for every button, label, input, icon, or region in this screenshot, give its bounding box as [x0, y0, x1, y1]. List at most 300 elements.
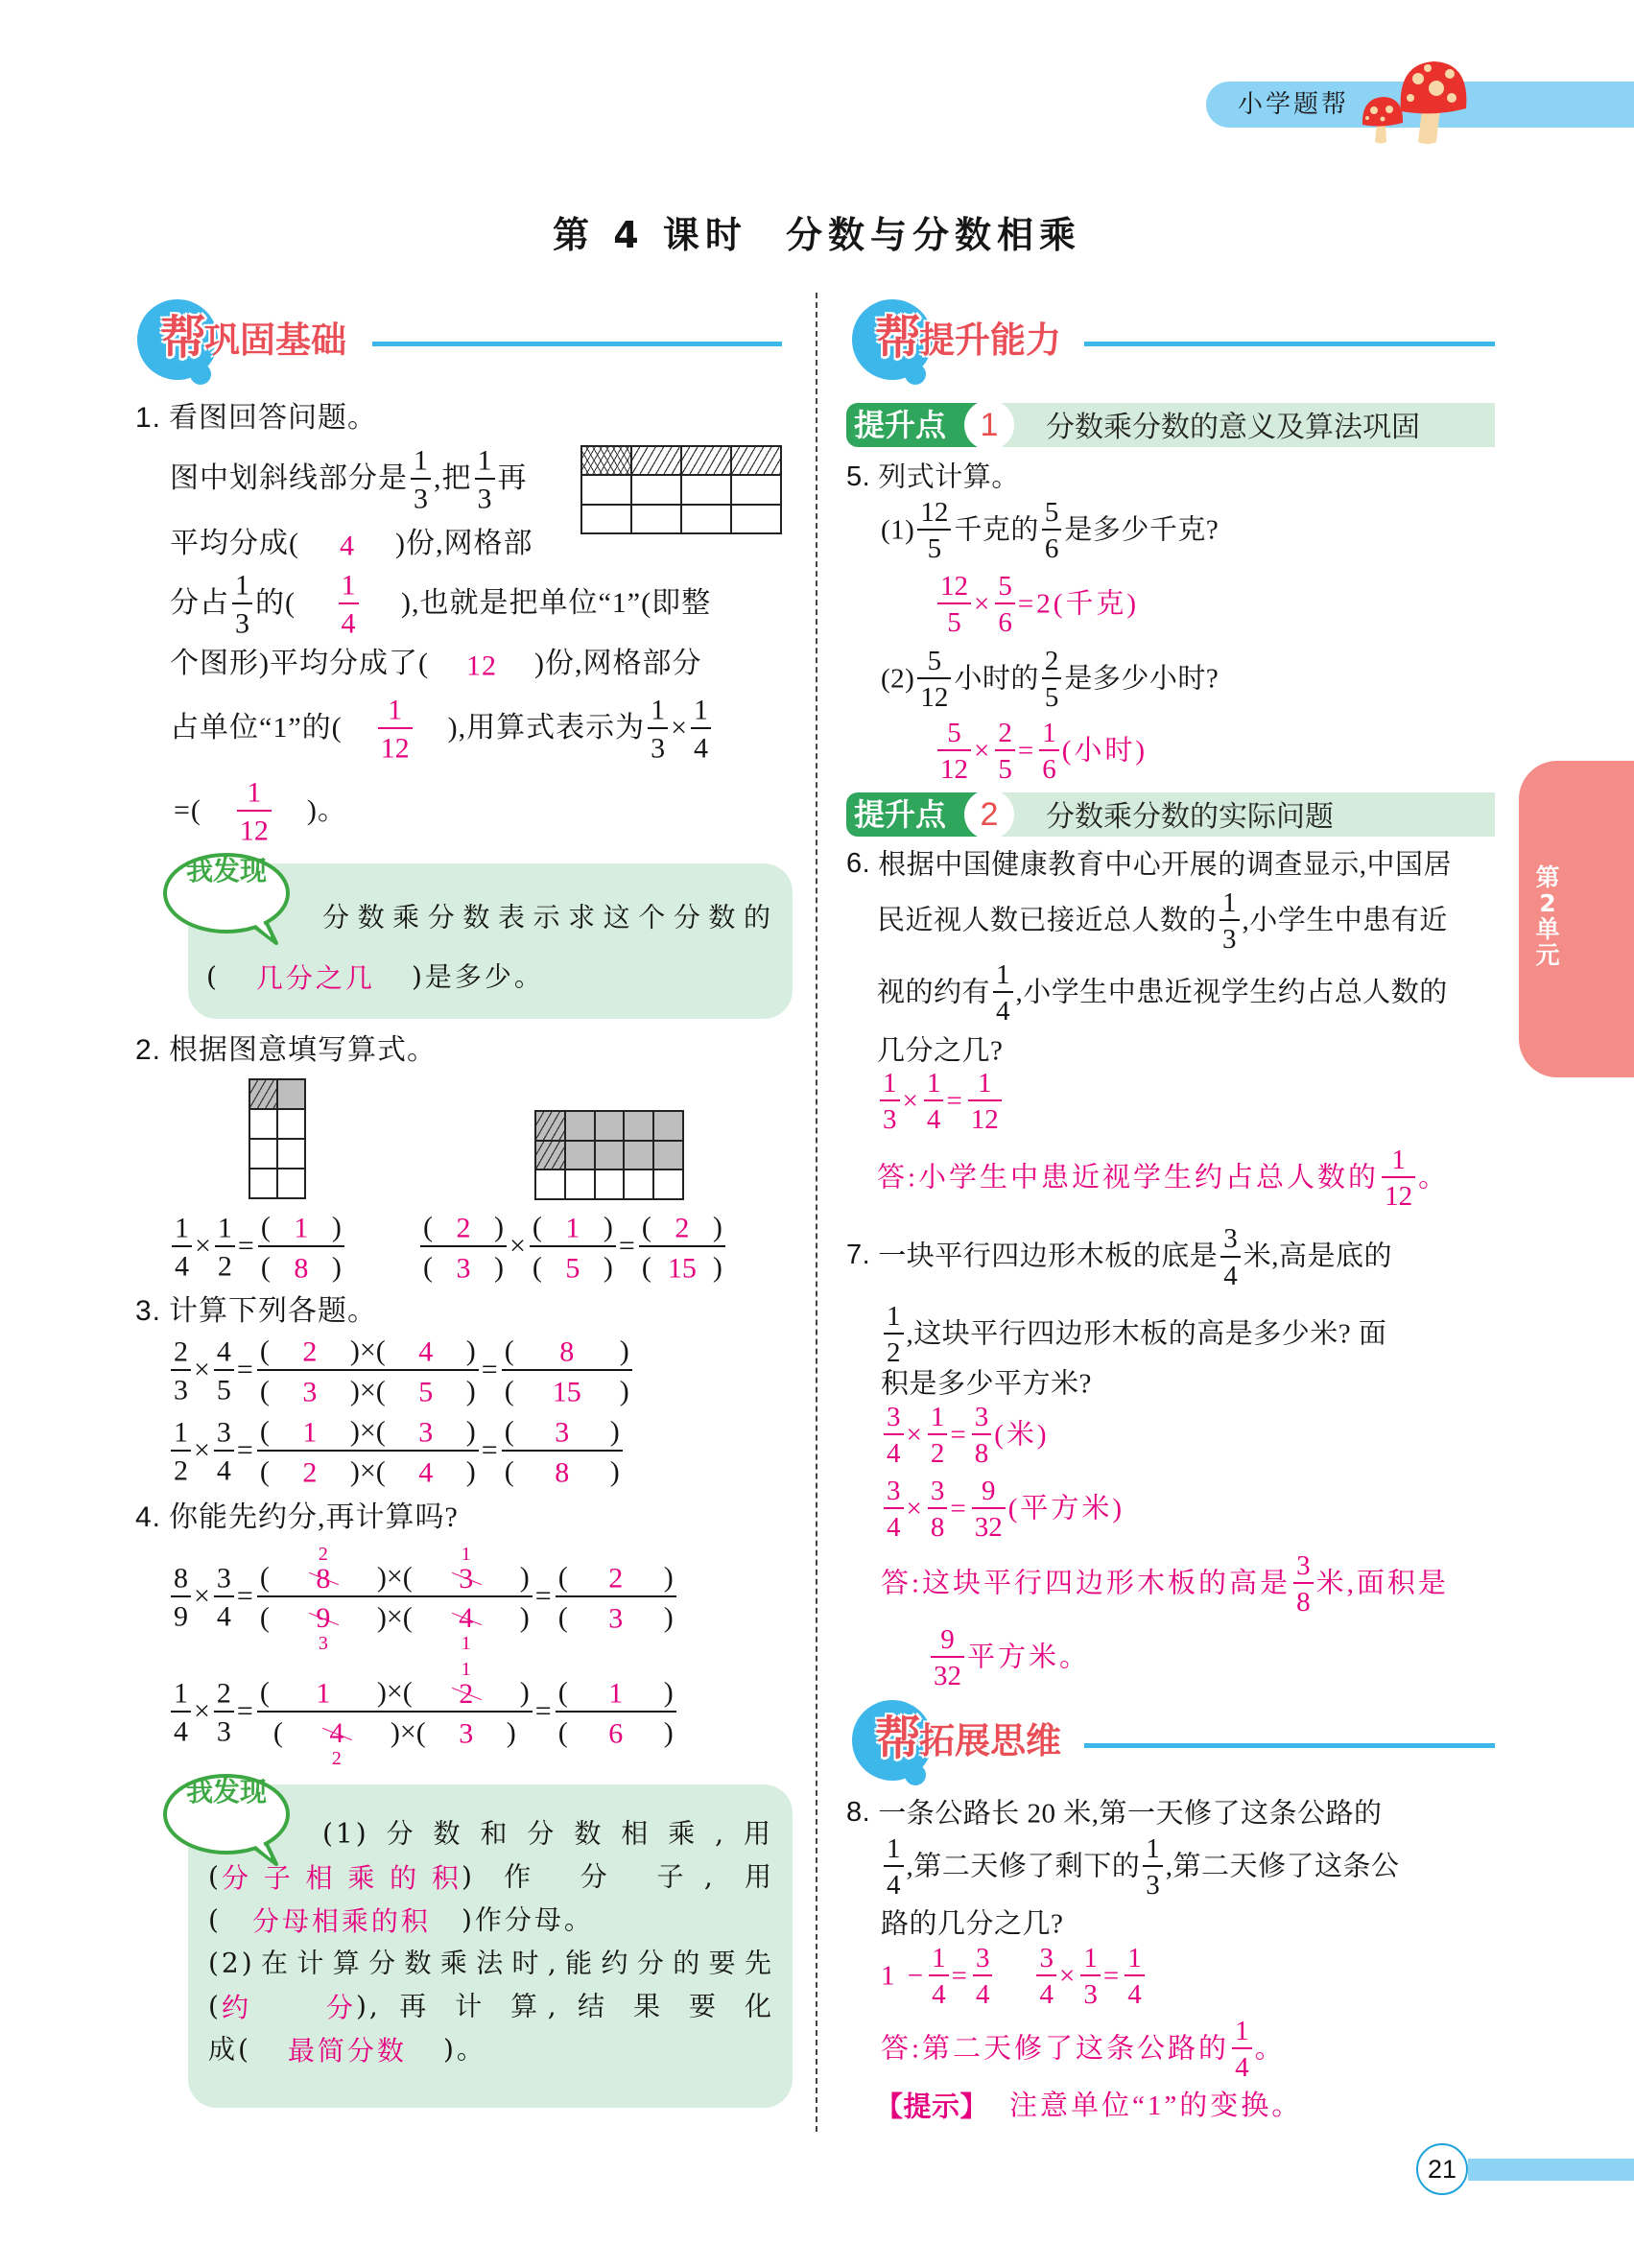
text-run: 。 — [1254, 2033, 1286, 2065]
reduced-number: 3 — [318, 1632, 328, 1654]
q7-line-1 — [846, 1215, 1392, 1291]
text-run: 答:这块平行四边形木板的高是 — [881, 1568, 1291, 1599]
text-run: 5 — [947, 717, 961, 748]
paren: ( — [375, 1335, 386, 1367]
question-number: 6. — [846, 848, 871, 880]
text-run: ( — [208, 1860, 222, 1893]
numerator — [917, 645, 951, 680]
text-run: 分子相乘的积 — [221, 1862, 462, 1895]
fraction — [1080, 1942, 1101, 2010]
text-run: 8 — [974, 1438, 989, 1470]
numerator — [214, 1335, 234, 1371]
section-badge: 帮 — [160, 311, 207, 365]
fraction — [691, 693, 711, 764]
q4-equation-2 — [168, 1658, 679, 1769]
focus-point-tab: 提升点 — [846, 792, 981, 837]
text-run: (1) — [881, 514, 915, 546]
text-run: 12 — [940, 570, 968, 602]
text-run: 2 — [998, 717, 1012, 748]
text-run: 1 — [565, 1212, 580, 1244]
answer-blank — [642, 1210, 722, 1243]
denominator — [171, 1371, 191, 1406]
fraction — [1042, 496, 1062, 564]
text-run: 3 — [887, 1401, 901, 1432]
question-number: 5. — [846, 461, 871, 493]
answer-blank — [261, 1210, 342, 1243]
text-run: 几分之几 — [255, 962, 375, 995]
numerator — [530, 1209, 616, 1247]
numerator — [884, 1300, 904, 1335]
text-run: 米,面积是 — [1315, 1568, 1449, 1599]
fraction — [1143, 1832, 1163, 1901]
text-run: 民近视人数已接近总人数的 — [877, 905, 1218, 936]
focus-point-number: 1 — [964, 400, 1014, 450]
text-run: = — [946, 1085, 965, 1117]
denominator — [924, 1101, 944, 1135]
paren: ) — [349, 1455, 360, 1488]
numerator — [1036, 1942, 1056, 1977]
fraction — [171, 1415, 191, 1486]
text-run: 1 — [1083, 1942, 1098, 1973]
answer-value — [270, 1676, 377, 1709]
text-run: = — [1102, 1960, 1123, 1992]
text-run: 3 — [555, 1416, 570, 1449]
text-run: 5 — [927, 533, 942, 565]
numerator — [972, 1475, 1006, 1510]
section-title: 拓展思维 — [919, 1720, 1061, 1761]
answer-blank — [558, 1675, 674, 1709]
denominator — [420, 1247, 507, 1284]
paren: ) — [609, 1415, 620, 1448]
text-run: 平方米。 — [967, 1642, 1091, 1673]
answer-value — [514, 1415, 610, 1448]
grid-cell — [624, 1141, 653, 1170]
text-run: 3 — [975, 1942, 990, 1973]
fraction — [937, 570, 971, 638]
denominator — [502, 1452, 623, 1488]
text-run: = — [481, 1354, 499, 1386]
paren: ) — [331, 1211, 342, 1243]
answer-blank — [259, 1600, 387, 1654]
text-run: 3 — [216, 1416, 231, 1449]
grid-cell — [731, 475, 781, 504]
answer-value — [413, 1658, 520, 1710]
cancelled-number: 4 1 — [459, 1602, 474, 1654]
paren: ( — [375, 1415, 386, 1448]
answer-blank — [416, 1715, 516, 1749]
numerator — [378, 693, 413, 729]
question-text — [878, 847, 1452, 881]
text-run: 4 — [694, 732, 709, 765]
text-run: = — [236, 1580, 254, 1613]
text-run: )是多少。 — [411, 960, 544, 993]
text-run: × — [359, 1454, 376, 1487]
numerator — [214, 1676, 234, 1713]
section-rule — [372, 342, 782, 346]
text-run: 12 — [940, 754, 968, 786]
text-run: 图中划斜线部分是 — [170, 462, 408, 495]
text-run: 3 — [1039, 1942, 1054, 1973]
grid-cell — [277, 1079, 305, 1109]
text-run: × — [509, 1230, 527, 1263]
question-text: 看图回答问题。 — [169, 402, 378, 435]
answer-value — [270, 1601, 377, 1654]
text-run: )份,网格部 — [395, 528, 533, 560]
grid-cell — [624, 1111, 653, 1141]
q1-line-6 — [174, 770, 347, 847]
denominator — [691, 729, 711, 764]
text-run: 5 — [927, 645, 942, 676]
fraction — [378, 693, 413, 764]
denominator — [1042, 531, 1062, 564]
answer-value — [270, 1415, 350, 1448]
denominator — [257, 1597, 533, 1654]
numerator — [237, 775, 272, 812]
lesson-title — [0, 209, 1634, 261]
q6-answer-equation — [877, 1060, 1005, 1137]
numerator — [420, 1209, 507, 1247]
text-run: 4 — [1223, 1260, 1238, 1291]
answer-blank — [376, 1334, 476, 1367]
numerator — [884, 1475, 904, 1510]
q1-line-5 — [170, 688, 714, 765]
answer-value — [426, 1716, 507, 1749]
numerator — [993, 958, 1013, 994]
text-run: 3 — [414, 483, 428, 515]
text-run: 3 — [1296, 1549, 1311, 1581]
text-run: 3 — [608, 1602, 624, 1635]
q7-answer-statement-2 — [928, 1617, 1090, 1693]
unit-tab — [1519, 761, 1634, 1077]
grid-cell — [681, 446, 731, 475]
answer-value — [251, 2035, 443, 2065]
hint-text: 注意单位“1”的变换。 — [1009, 2091, 1303, 2122]
answer-value — [271, 1211, 332, 1243]
numerator — [1042, 496, 1062, 532]
text-run: 1 — [1391, 1144, 1406, 1175]
paren: ( — [260, 1211, 271, 1243]
answer-value — [270, 1543, 377, 1595]
numerator — [258, 1209, 344, 1247]
text-run: × — [399, 1715, 416, 1748]
question-text: 根据图意填写算式。 — [169, 1034, 438, 1067]
numerator — [1125, 1942, 1145, 1977]
text-run: × — [902, 1085, 921, 1117]
lesson-number: 第 4 课时 — [553, 214, 747, 256]
answer-value — [386, 1375, 466, 1407]
q2-title — [135, 1010, 437, 1087]
fraction — [556, 1674, 676, 1748]
paren: ( — [259, 1415, 270, 1448]
text-run: 3 — [216, 1562, 231, 1595]
numerator — [171, 1561, 191, 1597]
numerator — [257, 1543, 533, 1597]
text-run: 3 — [1223, 1223, 1238, 1255]
text-run: × — [671, 712, 689, 744]
fraction — [171, 1676, 191, 1747]
answer-blank — [260, 1414, 360, 1448]
answer-blank — [402, 1543, 530, 1595]
fraction — [1220, 886, 1240, 955]
answer-blank — [429, 648, 534, 681]
answer-blank — [376, 1414, 476, 1448]
text-run: 4 — [887, 1438, 901, 1470]
text-run: 4 — [975, 1979, 990, 2011]
fraction — [973, 1942, 993, 2010]
numerator — [556, 1559, 676, 1597]
text-run: 3 — [174, 1374, 188, 1406]
section-rule — [1084, 342, 1495, 346]
numerator — [1080, 1942, 1101, 1977]
numerator — [937, 717, 971, 752]
text-run: 1 — [388, 694, 403, 726]
numerator — [502, 1413, 623, 1452]
paren: ( — [402, 1561, 413, 1594]
text-run: 1 — [341, 569, 356, 602]
answer-blank — [558, 1715, 674, 1749]
numerator — [928, 1475, 948, 1510]
grid-cell — [631, 446, 681, 475]
grid-cell — [535, 1169, 565, 1199]
question-text: 计算下列各题。 — [169, 1295, 378, 1328]
numerator — [1143, 1832, 1163, 1868]
grid-cell — [277, 1109, 305, 1139]
numerator — [931, 1623, 964, 1659]
denominator — [214, 1597, 234, 1632]
text-run: 5 — [998, 570, 1012, 602]
q8-hint — [875, 2066, 1302, 2142]
numerator — [339, 568, 359, 604]
unit-tab-char: 2 — [1539, 889, 1556, 917]
grid-cell — [565, 1169, 595, 1199]
paren: ) — [376, 1561, 387, 1594]
text-run: 根据中国健康教育中心开展的调查显示,中国居 — [878, 849, 1452, 881]
fraction — [420, 1209, 507, 1283]
text-run: 1 — [217, 1212, 232, 1244]
grid-cell — [277, 1169, 305, 1198]
page-number: 21 — [1416, 2143, 1468, 2195]
text-run: 视的约有 — [877, 977, 991, 1008]
text-run: × — [194, 1354, 211, 1386]
text-run: 是多少千克? — [1064, 514, 1220, 546]
numerator — [648, 693, 668, 729]
fraction — [214, 1676, 234, 1747]
text-run: = — [534, 1580, 553, 1613]
grid-cell — [581, 446, 631, 475]
focus-point-number: 2 — [964, 790, 1014, 839]
text-run: 1 — [608, 1677, 624, 1710]
answer-value — [220, 962, 412, 995]
q6-line-2 — [877, 880, 1448, 957]
text-run: )。 — [442, 2033, 486, 2066]
answer-blank — [343, 693, 448, 764]
text-run: 再 — [497, 462, 528, 495]
paren: ) — [663, 1601, 674, 1634]
text-run: × — [974, 735, 993, 767]
paren: ( — [259, 1601, 270, 1634]
denominator — [937, 751, 971, 785]
paren: ( — [260, 1251, 271, 1284]
paren: ) — [349, 1415, 360, 1448]
text-run: 12 — [920, 682, 949, 714]
text-run: = — [236, 1354, 254, 1386]
text-run: × — [194, 1434, 211, 1467]
answer-value — [283, 1716, 391, 1769]
text-run: 答:小学生中患近视学生约占总人数的 — [877, 1162, 1380, 1193]
text-run: 9 — [981, 1475, 996, 1506]
text-run: )。 — [306, 794, 347, 827]
denominator — [257, 1371, 479, 1407]
denominator — [237, 812, 272, 846]
grid-cell — [624, 1169, 653, 1199]
text-run: 3 — [1146, 1870, 1160, 1902]
numerator — [1039, 717, 1059, 752]
paren: ) — [331, 1251, 342, 1284]
text-run: )份,网格部分 — [533, 648, 702, 680]
q4-title — [135, 1477, 459, 1554]
section-title: 提升能力 — [919, 319, 1061, 361]
fraction — [237, 775, 272, 846]
reduced-number: 1 — [461, 1543, 471, 1565]
text-run: 4 — [418, 1335, 434, 1368]
text-run: 1 — [651, 694, 666, 726]
answer-blank — [260, 1374, 360, 1407]
text-run: × — [194, 1580, 211, 1613]
cancelled-number: 4 2 — [329, 1717, 344, 1769]
text-run: ( — [208, 1903, 222, 1936]
denominator — [937, 604, 971, 638]
text-run: 占单位“1”的( — [170, 712, 343, 744]
reduced-number: 2 — [318, 1543, 328, 1565]
fraction — [1220, 1222, 1241, 1290]
numerator — [995, 717, 1015, 752]
answer-blank — [376, 1374, 476, 1407]
question-text: 你能先约分,再计算吗? — [169, 1501, 459, 1534]
denominator — [556, 1597, 676, 1634]
text-run: 小时的 — [954, 663, 1039, 695]
text-run: 分数乘分数表示求这个分数的 — [322, 901, 773, 933]
reduced-number: 1 — [461, 1658, 471, 1680]
denominator — [1293, 1584, 1314, 1618]
grid-cell — [631, 475, 681, 504]
text-run: 千克的 — [954, 514, 1039, 546]
grid-cell — [595, 1169, 625, 1199]
numerator — [917, 496, 951, 532]
text-run: 。 — [1418, 1162, 1450, 1193]
text-run: (米) — [994, 1419, 1050, 1451]
numerator — [214, 1561, 234, 1597]
text-run: =( — [174, 794, 201, 827]
answer-value — [651, 1251, 713, 1284]
text-run: ), 再 计 算, 结 果 要 化 — [355, 1990, 774, 2022]
paren: ( — [259, 1676, 270, 1709]
fraction — [1042, 645, 1062, 713]
text-run: ( — [208, 1990, 222, 2022]
text-run: 4 — [216, 1600, 231, 1633]
text-run: 1 — [477, 444, 492, 477]
numerator — [411, 443, 431, 480]
text-run: 8 — [1296, 1587, 1311, 1618]
question-number: 2. — [135, 1034, 162, 1067]
denominator — [972, 1435, 992, 1469]
answer-value — [386, 1335, 466, 1367]
text-run: 15 — [667, 1252, 697, 1285]
text-run: × — [359, 1334, 376, 1366]
grid-cell — [535, 1111, 565, 1141]
grid-cell — [631, 505, 681, 533]
text-run: 4 — [341, 607, 356, 640]
question-text — [878, 1223, 1392, 1291]
q5-part-1-answer — [935, 563, 1139, 640]
text-run: 是多少小时? — [1064, 663, 1220, 695]
paren: ) — [663, 1716, 674, 1749]
paren: ) — [619, 1335, 629, 1367]
text-run: 积是多少平方米? — [881, 1368, 1092, 1400]
denominator — [995, 751, 1015, 785]
section-title: 巩固基础 — [204, 319, 346, 361]
text-run: 答:第二天修了这条公路的 — [881, 2033, 1230, 2065]
answer-value — [514, 1335, 620, 1367]
paren: ) — [663, 1561, 674, 1594]
text-run: 8 — [174, 1562, 188, 1595]
answer-blank — [299, 528, 395, 561]
numerator — [171, 1676, 191, 1713]
paren: ( — [641, 1211, 651, 1243]
text-run: ,把 — [434, 462, 472, 495]
text-run: 一块平行四边形木板的底是 — [878, 1240, 1219, 1272]
grid-cell — [249, 1139, 277, 1169]
text-run: 1 — [175, 1212, 189, 1244]
fraction — [530, 1209, 616, 1283]
q2-grid-figure-b — [534, 1110, 684, 1200]
text-run: 2 — [174, 1454, 188, 1487]
paren: ) — [349, 1375, 360, 1407]
text-run: 4 — [996, 996, 1010, 1028]
text-run: 1 — [302, 1416, 318, 1449]
text-run: 1 — [1127, 1942, 1142, 1973]
answer-blank — [558, 1560, 674, 1594]
denominator — [1382, 1178, 1415, 1212]
hint-label: 【提示】 — [875, 2090, 989, 2123]
numerator — [1220, 886, 1240, 922]
numerator — [1232, 2015, 1252, 2050]
text-run: 12 — [239, 815, 269, 847]
text-run: × — [1058, 1960, 1078, 1992]
section-heading-improve — [850, 294, 1138, 386]
text-run: 平均分成( — [170, 528, 299, 560]
q2-equation-b — [417, 1206, 728, 1283]
text-run: 9 — [940, 1623, 955, 1655]
fraction — [917, 496, 951, 564]
paren: ( — [532, 1251, 542, 1284]
numerator — [257, 1333, 479, 1371]
text-run: 6 — [1044, 533, 1059, 565]
cancelled-number: 8 2 — [316, 1543, 331, 1595]
answer-value — [568, 1716, 664, 1749]
grid-cell — [653, 1111, 683, 1141]
text-run: = — [950, 1419, 969, 1451]
section-rule — [1084, 1743, 1495, 1748]
text-run: 3 — [974, 1401, 989, 1432]
text-run: × — [195, 1230, 212, 1263]
fraction — [884, 1475, 904, 1543]
text-run: 2 — [930, 1438, 945, 1470]
answer-blank — [272, 1715, 400, 1769]
text-run: = — [534, 1695, 553, 1728]
answer-value — [413, 1601, 520, 1654]
text-run: 4 — [216, 1335, 231, 1368]
text-run: 4 — [926, 1104, 941, 1136]
